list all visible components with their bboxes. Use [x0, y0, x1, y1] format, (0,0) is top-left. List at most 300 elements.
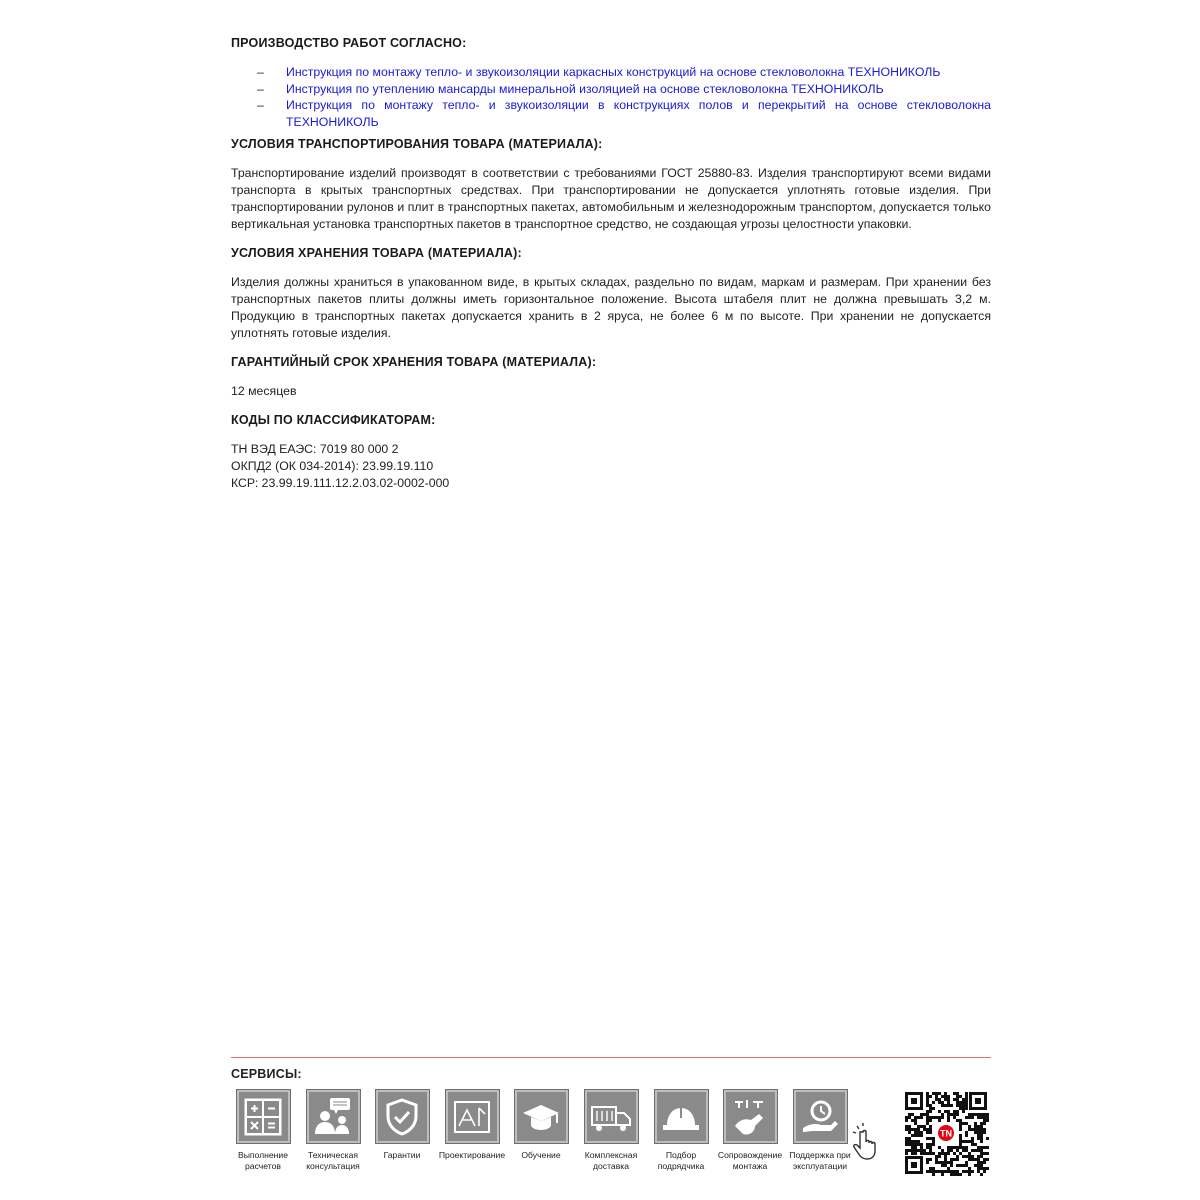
qr-module — [968, 1116, 971, 1119]
qr-module — [959, 1107, 962, 1110]
qr-module — [941, 1173, 944, 1176]
list-item[interactable] — [231, 81, 991, 98]
qr-module — [926, 1101, 929, 1104]
installation-tools-icon — [724, 1090, 777, 1143]
qr-module — [920, 1143, 923, 1146]
service-label: Гарантии — [383, 1150, 421, 1160]
qr-module — [947, 1119, 950, 1122]
qr-module — [929, 1167, 932, 1170]
service-consultation[interactable] — [297, 1090, 369, 1172]
qr-module — [980, 1137, 983, 1140]
qr-module — [956, 1155, 959, 1158]
qr-module — [926, 1158, 929, 1161]
services-title: СЕРВИСЫ: — [231, 1067, 302, 1081]
qr-module — [941, 1104, 944, 1107]
qr-module — [965, 1092, 968, 1095]
service-delivery[interactable] — [575, 1090, 647, 1172]
qr-module — [959, 1128, 962, 1131]
qr-module — [959, 1140, 962, 1143]
qr-module — [911, 1149, 914, 1152]
qr-module — [938, 1161, 941, 1164]
qr-module — [962, 1140, 965, 1143]
qr-module — [926, 1119, 929, 1122]
qr-module — [956, 1146, 959, 1149]
qr-module — [926, 1095, 929, 1098]
qr-module — [965, 1161, 968, 1164]
qr-module — [914, 1116, 917, 1119]
qr-module — [980, 1161, 983, 1164]
qr-module — [980, 1131, 983, 1134]
qr-module — [914, 1134, 917, 1137]
qr-module — [905, 1116, 908, 1119]
qr-module — [965, 1146, 968, 1149]
qr-module — [950, 1113, 953, 1116]
qr-module — [905, 1140, 908, 1143]
qr-module — [971, 1140, 974, 1143]
qr-module — [905, 1152, 908, 1155]
qr-module — [956, 1110, 959, 1113]
qr-module — [980, 1146, 983, 1149]
qr-module — [941, 1095, 944, 1098]
qr-module — [971, 1158, 974, 1161]
qr-module — [929, 1116, 932, 1119]
qr-module — [986, 1116, 989, 1119]
qr-module — [971, 1137, 974, 1140]
qr-module — [911, 1140, 914, 1143]
qr-module — [977, 1116, 980, 1119]
qr-module — [983, 1161, 986, 1164]
qr-module — [959, 1146, 962, 1149]
qr-module — [959, 1143, 962, 1146]
qr-module — [962, 1155, 965, 1158]
service-contractor[interactable] — [645, 1090, 717, 1172]
qr-module — [917, 1128, 920, 1131]
qr-module — [977, 1170, 980, 1173]
qr-module — [917, 1143, 920, 1146]
qr-module — [974, 1158, 977, 1161]
qr-module — [974, 1143, 977, 1146]
qr-module — [917, 1125, 920, 1128]
qr-module — [971, 1116, 974, 1119]
qr-module — [980, 1149, 983, 1152]
qr-module — [944, 1098, 947, 1101]
storage-text: Изделия должны храниться в упакованном виде, в крытых складах, раздельно по видам, маркам и размерам. При хранении без транспортных пакетов плиты должны иметь горизонтальное положение. Высота штабеля плит не должна превышать 3,2 м. Продукцию в транспортных пакетах допускается хранить в 2 яруса, не более 6 м по высоте. При хранении не допускается уплотнять готовые изделия. — [231, 275, 991, 340]
qr-module — [980, 1134, 983, 1137]
qr-module — [941, 1101, 944, 1104]
qr-module — [956, 1164, 959, 1167]
qr-module — [914, 1131, 917, 1134]
qr-module — [935, 1098, 938, 1101]
calculator-icon — [237, 1090, 290, 1143]
service-label: Сопровождение монтажа — [717, 1150, 783, 1171]
qr-module — [947, 1167, 950, 1170]
pointer-hand-icon — [849, 1120, 885, 1160]
qr-module — [926, 1161, 929, 1164]
dash-bullet: – — [257, 98, 264, 112]
qr-module — [905, 1149, 908, 1152]
qr-module — [914, 1128, 917, 1131]
qr-module — [977, 1113, 980, 1116]
qr-module — [953, 1152, 956, 1155]
qr-module — [965, 1101, 968, 1104]
qr-module — [959, 1152, 962, 1155]
qr-module — [974, 1122, 977, 1125]
qr-module — [986, 1167, 989, 1170]
qr-module — [986, 1113, 989, 1116]
instruction-link-frame[interactable]: Инструкция по монтажу тепло- и звукоизоляции каркасных конструкций на основе стекловолокна ТЕХНОНИКОЛЬ — [286, 65, 941, 79]
qr-module — [926, 1152, 929, 1155]
qr-module — [947, 1104, 950, 1107]
qr-module — [956, 1158, 959, 1161]
qr-module — [923, 1128, 926, 1131]
qr-module — [938, 1155, 941, 1158]
qr-module — [974, 1131, 977, 1134]
qr-module — [929, 1110, 932, 1113]
qr-module — [920, 1149, 923, 1152]
work-section-title: ПРОИЗВОДСТВО РАБОТ СОГЛАСНО: — [231, 36, 467, 50]
qr-module — [959, 1164, 962, 1167]
qr-module — [926, 1113, 929, 1116]
qr-module — [950, 1158, 953, 1161]
qr-module — [905, 1143, 908, 1146]
qr-module — [971, 1155, 974, 1158]
qr-module — [908, 1125, 911, 1128]
qr-module — [941, 1170, 944, 1173]
list-item[interactable] — [231, 97, 991, 130]
qr-module — [968, 1158, 971, 1161]
qr-module — [968, 1170, 971, 1173]
storage-section-title: УСЛОВИЯ ХРАНЕНИЯ ТОВАРА (МАТЕРИАЛА): — [231, 246, 522, 260]
qr-module — [956, 1092, 959, 1095]
qr-module — [965, 1155, 968, 1158]
qr-module — [983, 1128, 986, 1131]
code-line-okpd2: ОКПД2 (ОК 034-2014): 23.99.19.110 — [231, 459, 434, 473]
qr-module — [929, 1137, 932, 1140]
qr-module — [944, 1110, 947, 1113]
qr-module — [911, 1143, 914, 1146]
qr-module — [908, 1149, 911, 1152]
service-installation[interactable] — [714, 1090, 786, 1172]
qr-module — [926, 1098, 929, 1101]
qr-module — [983, 1116, 986, 1119]
warranty-section-title: ГАРАНТИЙНЫЙ СРОК ХРАНЕНИЯ ТОВАРА (МАТЕРИАЛА): — [231, 355, 597, 369]
qr-module — [977, 1134, 980, 1137]
qr-module — [923, 1125, 926, 1128]
instructions-list — [231, 64, 991, 130]
qr-module — [983, 1170, 986, 1173]
qr-module — [956, 1113, 959, 1116]
qr-module — [914, 1119, 917, 1122]
qr-module — [962, 1098, 965, 1101]
qr-module — [935, 1158, 938, 1161]
qr-module — [914, 1149, 917, 1152]
qr-module — [983, 1167, 986, 1170]
codes-block — [231, 441, 991, 492]
qr-module — [908, 1131, 911, 1134]
qr-module — [977, 1146, 980, 1149]
qr-module — [983, 1146, 986, 1149]
qr-module — [950, 1164, 953, 1167]
qr-module — [974, 1113, 977, 1116]
support-hand-icon — [794, 1090, 847, 1143]
graduation-cap-icon — [515, 1090, 568, 1143]
qr-module — [932, 1173, 935, 1176]
qr-module — [977, 1155, 980, 1158]
qr-module — [977, 1128, 980, 1131]
qr-module — [953, 1170, 956, 1173]
qr-module — [956, 1173, 959, 1176]
qr-module — [962, 1122, 965, 1125]
qr-module — [965, 1164, 968, 1167]
qr-module — [929, 1152, 932, 1155]
qr-code[interactable] — [903, 1090, 989, 1176]
qr-module — [950, 1161, 953, 1164]
qr-module — [971, 1143, 974, 1146]
qr-module — [965, 1107, 968, 1110]
qr-module — [977, 1125, 980, 1128]
qr-module — [971, 1149, 974, 1152]
qr-module — [974, 1164, 977, 1167]
qr-module — [965, 1116, 968, 1119]
qr-module — [968, 1113, 971, 1116]
qr-module — [938, 1119, 941, 1122]
qr-module — [920, 1116, 923, 1119]
qr-module — [932, 1116, 935, 1119]
qr-module — [929, 1104, 932, 1107]
service-label: Подбор подрядчика — [657, 1150, 705, 1171]
dash-bullet: – — [257, 81, 264, 96]
qr-module — [947, 1095, 950, 1098]
qr-module — [914, 1146, 917, 1149]
qr-module — [929, 1095, 932, 1098]
qr-module — [950, 1146, 953, 1149]
qr-module — [971, 1128, 974, 1131]
qr-module — [932, 1143, 935, 1146]
qr-module — [944, 1095, 947, 1098]
qr-module — [962, 1146, 965, 1149]
qr-module — [941, 1149, 944, 1152]
services-row — [231, 1090, 991, 1180]
qr-module — [932, 1137, 935, 1140]
qr-module — [962, 1110, 965, 1113]
qr-module — [923, 1113, 926, 1116]
qr-module — [920, 1125, 923, 1128]
qr-module — [962, 1107, 965, 1110]
service-label: Выполнение расчетов — [237, 1150, 289, 1171]
qr-module — [938, 1098, 941, 1101]
qr-module — [947, 1170, 950, 1173]
qr-module — [911, 1134, 914, 1137]
qr-module — [932, 1101, 935, 1104]
qr-module — [962, 1101, 965, 1104]
qr-module — [908, 1113, 911, 1116]
qr-module — [983, 1119, 986, 1122]
qr-module — [926, 1131, 929, 1134]
qr-module — [905, 1128, 908, 1131]
code-line-tnved: ТН ВЭД ЕАЭС: 7019 80 000 2 — [231, 442, 399, 456]
qr-module — [938, 1092, 941, 1095]
instruction-link-floors[interactable]: Инструкция по монтажу тепло- и звукоизоляции в конструкциях полов и перекрытий на основе стекловолокна ТЕХНОНИКОЛЬ — [286, 98, 991, 129]
qr-module — [983, 1158, 986, 1161]
qr-module — [935, 1161, 938, 1164]
qr-module — [980, 1155, 983, 1158]
qr-module — [929, 1107, 932, 1110]
qr-module — [956, 1149, 959, 1152]
qr-module — [965, 1134, 968, 1137]
qr-module — [908, 1128, 911, 1131]
qr-module — [938, 1116, 941, 1119]
qr-module — [959, 1173, 962, 1176]
qr-module — [947, 1146, 950, 1149]
qr-module — [932, 1170, 935, 1173]
qr-module — [947, 1152, 950, 1155]
qr-module — [941, 1116, 944, 1119]
qr-module — [980, 1167, 983, 1170]
qr-module — [977, 1161, 980, 1164]
qr-module — [938, 1110, 941, 1113]
code-line-ksr: КСР: 23.99.19.111.12.2.03.02-0002-000 — [231, 476, 450, 490]
qr-module — [980, 1173, 983, 1176]
qr-module — [953, 1110, 956, 1113]
qr-module — [962, 1104, 965, 1107]
qr-module — [977, 1158, 980, 1161]
qr-module — [926, 1143, 929, 1146]
qr-module — [959, 1101, 962, 1104]
qr-module — [929, 1128, 932, 1131]
service-support[interactable] — [784, 1090, 856, 1172]
qr-module — [968, 1140, 971, 1143]
qr-module — [980, 1116, 983, 1119]
qr-module — [938, 1170, 941, 1173]
qr-module — [920, 1113, 923, 1116]
qr-module — [974, 1128, 977, 1131]
qr-module — [965, 1104, 968, 1107]
qr-module — [908, 1137, 911, 1140]
qr-module — [974, 1149, 977, 1152]
qr-module — [917, 1149, 920, 1152]
qr-module — [983, 1131, 986, 1134]
qr-module — [935, 1155, 938, 1158]
qr-module — [962, 1164, 965, 1167]
qr-module — [950, 1170, 953, 1173]
qr-module — [977, 1164, 980, 1167]
qr-module — [944, 1104, 947, 1107]
qr-module — [923, 1149, 926, 1152]
qr-module — [929, 1149, 932, 1152]
blueprint-icon — [446, 1090, 499, 1143]
qr-module — [977, 1137, 980, 1140]
qr-module — [914, 1122, 917, 1125]
qr-module — [956, 1170, 959, 1173]
services-footer — [231, 1057, 991, 1171]
qr-module — [920, 1131, 923, 1134]
service-label: Комплексная доставка — [584, 1150, 638, 1171]
qr-module — [965, 1170, 968, 1173]
qr-module — [938, 1146, 941, 1149]
qr-module — [959, 1095, 962, 1098]
service-training[interactable] — [505, 1090, 577, 1161]
qr-module — [935, 1116, 938, 1119]
qr-module — [911, 1119, 914, 1122]
list-item[interactable] — [231, 64, 991, 81]
qr-module — [905, 1137, 908, 1140]
qr-module — [917, 1116, 920, 1119]
service-design[interactable] — [436, 1090, 508, 1161]
warranty-text: 12 месяцев — [231, 384, 297, 398]
qr-module — [944, 1161, 947, 1164]
service-calculations[interactable] — [227, 1090, 299, 1172]
qr-module — [926, 1122, 929, 1125]
qr-module — [929, 1119, 932, 1122]
qr-module — [932, 1152, 935, 1155]
qr-module — [929, 1125, 932, 1128]
qr-module — [980, 1125, 983, 1128]
qr-module — [965, 1098, 968, 1101]
qr-module — [983, 1122, 986, 1125]
qr-module — [914, 1143, 917, 1146]
qr-module — [941, 1164, 944, 1167]
qr-module — [968, 1152, 971, 1155]
qr-module — [956, 1095, 959, 1098]
service-label: Обучение — [521, 1150, 561, 1160]
qr-module — [959, 1137, 962, 1140]
qr-module — [977, 1167, 980, 1170]
qr-module — [917, 1131, 920, 1134]
qr-module — [944, 1170, 947, 1173]
qr-module — [947, 1098, 950, 1101]
qr-module — [953, 1173, 956, 1176]
qr-module — [920, 1152, 923, 1155]
qr-module — [956, 1104, 959, 1107]
qr-module — [965, 1149, 968, 1152]
service-label: Проектирование — [438, 1150, 506, 1160]
qr-module — [920, 1146, 923, 1149]
qr-module — [929, 1131, 932, 1134]
qr-module — [986, 1152, 989, 1155]
qr-module — [953, 1113, 956, 1116]
service-guarantees[interactable] — [366, 1090, 438, 1161]
qr-module — [929, 1158, 932, 1161]
qr-module — [980, 1140, 983, 1143]
qr-module — [908, 1116, 911, 1119]
qr-module — [920, 1134, 923, 1137]
qr-module — [944, 1164, 947, 1167]
qr-logo-text: TN — [940, 1128, 952, 1139]
qr-module — [944, 1152, 947, 1155]
service-label: Техническая консультация — [306, 1150, 360, 1171]
qr-module — [965, 1131, 968, 1134]
qr-module — [911, 1152, 914, 1155]
instruction-link-attic[interactable]: Инструкция по утеплению мансарды минеральной изоляцией на основе стекловолокна ТЕХНОНИКОЛЬ — [286, 81, 884, 96]
shield-check-icon — [376, 1090, 429, 1143]
qr-module — [923, 1152, 926, 1155]
qr-module — [926, 1104, 929, 1107]
qr-module — [980, 1164, 983, 1167]
qr-module — [986, 1119, 989, 1122]
qr-module — [926, 1092, 929, 1095]
qr-module — [986, 1146, 989, 1149]
qr-module — [959, 1122, 962, 1125]
qr-module — [971, 1170, 974, 1173]
qr-module — [929, 1146, 932, 1149]
qr-module — [986, 1137, 989, 1140]
qr-module — [929, 1143, 932, 1146]
qr-module — [941, 1113, 944, 1116]
qr-module — [977, 1149, 980, 1152]
qr-module — [926, 1110, 929, 1113]
qr-module — [953, 1098, 956, 1101]
qr-module — [968, 1128, 971, 1131]
